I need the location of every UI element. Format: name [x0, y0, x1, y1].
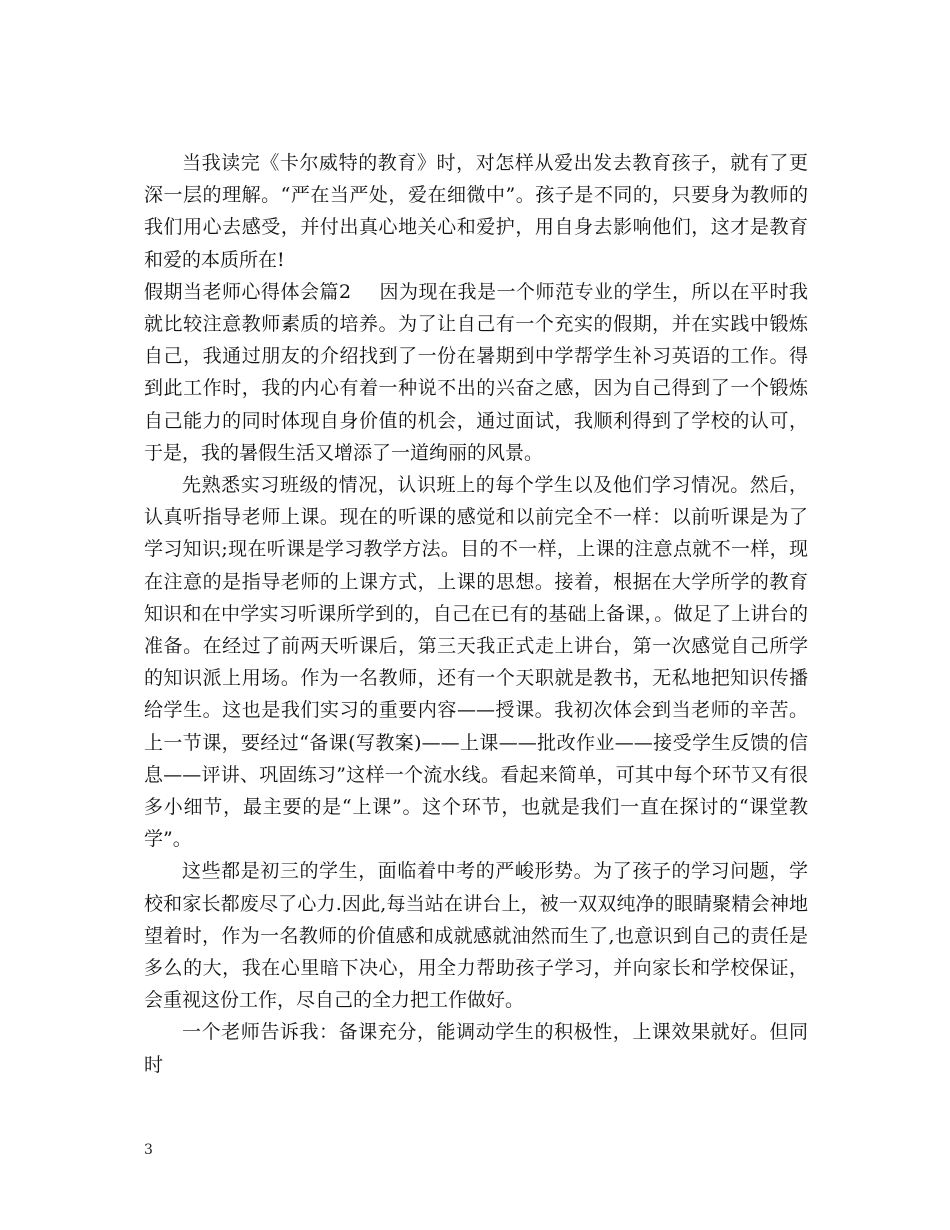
section-paragraph-2: [144, 276, 808, 469]
page-number: 3: [144, 1142, 153, 1158]
paragraph-reading-reflection: 当我读完《卡尔威特的教育》时，对怎样从爱出发去教育孩子，就有了更深一层的理解。“严在当严处，爱在细微中”。孩子是不同的，只要身为教师的我们用心去感受，并付出真心地关心和爱护，用自身去影响他们，这才是教育和爱的本质所在!: [144, 152, 808, 271]
section-paragraph-text: 因为现在我是一个师范专业的学生，所以在平时我就比较注意教师素质的培养。为了让自己有一个充实的假期，并在实践中锻炼自己，我通过朋友的介绍找到了一份在暑期到中学帮学生补习英语的工作。得到此工作时，我的内心有着一种说不出的兴奋之感，因为自己得到了一个锻炼自己能力的同时体现自身价值的机会，通过面试，我顺利得到了学校的认可，于是，我的暑假生活又增添了一道绚丽的风景。: [144, 280, 808, 464]
paragraph-teacher-advice: 一个老师告诉我：备课充分，能调动学生的积极性，上课效果就好。但同时: [144, 1021, 808, 1076]
document-body: [144, 147, 808, 1081]
paragraph-internship-lessons: 先熟悉实习班级的情况，认识班上的每个学生以及他们学习情况。然后，认真听指导老师上课。现在的听课的感觉和以前完全不一样：以前听课是为了学习知识;现在听课是学习教学方法。目的不一样，上课的注意点就不一样，现在注意的是指导老师的上课方式，上课的思想。接着，根据在大学所学的教育知识和在中学实习听课所学到的，自己在已有的基础上备课，。做足了上讲台的准备。在经过了前两天听课后，第三天我正式走上讲台，第一次感觉自己所学的知识派上用场。作为一名教师，还有一个天职就是教书，无私地把知识传播给学生。这也是我们实习的重要内容——授课。我初次体会到当老师的辛苦。上一节课，要经过“备课(写教案)——上课——批改作业——接受学生反馈的信息——评讲、巩固练习”这样一个流水线。看起来简单，可其中每个环节又有很多小细节，最主要的是“上课”。这个环节，也就是我们一直在探讨的“课堂教学”。: [144, 474, 808, 851]
section-title: 假期当老师心得体会篇2: [144, 280, 352, 303]
paragraph-students-responsibility: 这些都是初三的学生，面临着中考的严峻形势。为了孩子的学习问题，学校和家长都废尽了心力.因此,每当站在讲台上，被一双双纯净的眼睛聚精会神地望着时，作为一名教师的价值感和成就感就油然而生了,也意识到自己的责任是多么的大，我在心里暗下决心，用全力帮助孩子学习，并向家长和学校保证，会重视这份工作，尽自己的全力把工作做好。: [144, 860, 808, 1012]
